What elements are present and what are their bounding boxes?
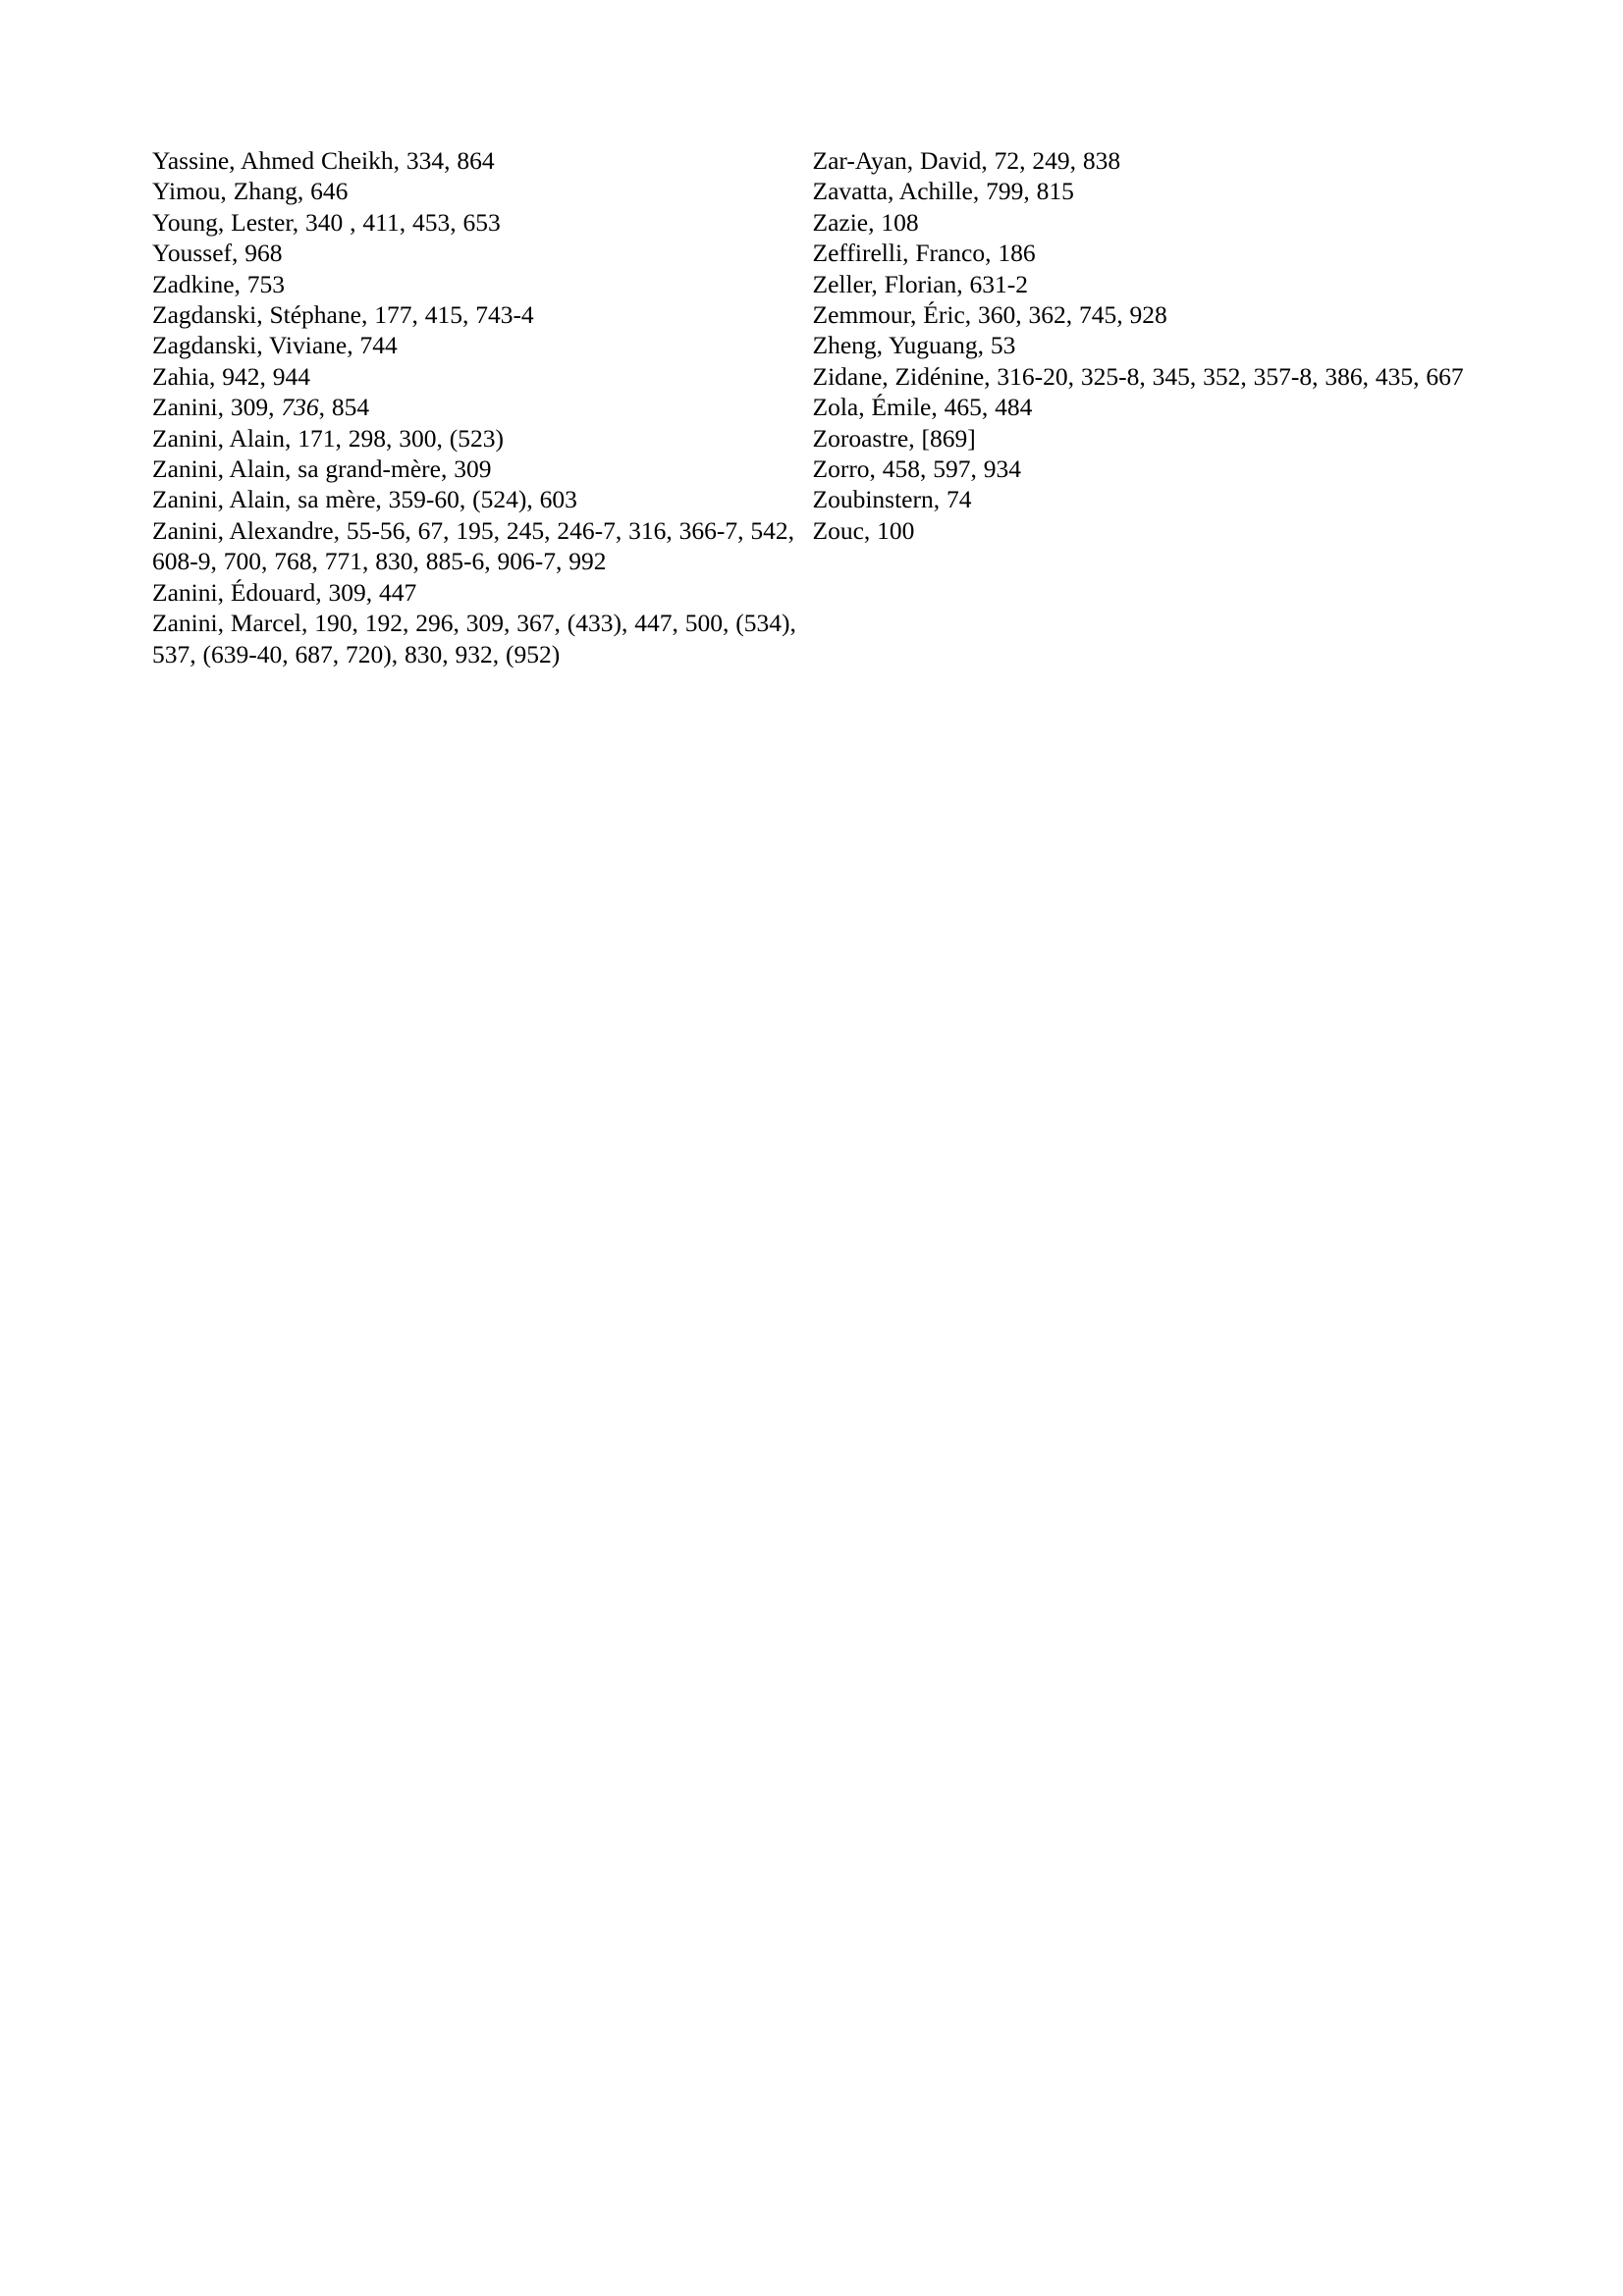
index-entry: Zanini, Alain, sa mère, 359-60, (524), 603 — [152, 485, 577, 514]
index-entry: Yassine, Ahmed Cheikh, 334, 864 — [152, 146, 495, 175]
index-entry: Zeffirelli, Franco, 186 — [812, 239, 1036, 268]
index-content — [152, 145, 1473, 669]
index-entry: Zadkine, 753 — [152, 269, 286, 298]
index-entry: Zeller, Florian, 631-2 — [812, 269, 1029, 298]
index-entry: Zola, Émile, 465, 484 — [812, 393, 1033, 422]
index-columns — [152, 145, 1473, 669]
index-entry: Youssef, 968 — [152, 239, 283, 268]
index-entry: Zahia, 942, 944 — [152, 361, 311, 391]
index-entry: Zanini, Marcel, 190, 192, 296, 309, 367, (433), 447, 500, (534), 537, (639-40, 687, 720), 830, 932, (952) — [152, 609, 796, 668]
index-entry: Zorro, 458, 597, 934 — [812, 454, 1022, 484]
index-entry: Zouc, 100 — [812, 515, 915, 545]
index-column-right — [813, 145, 1474, 546]
index-entry: Zoubinstern, 74 — [812, 485, 972, 514]
index-entry: Zanini, Alexandre, 55-56, 67, 195, 245, 246-7, 316, 366-7, 542, 608-9, 700, 768, 771, 830, 885-6, 906-7, 992 — [152, 515, 794, 576]
index-entry: Zidane, Zidénine, 316-20, 325-8, 345, 352, 357-8, 386, 435, 667 — [812, 361, 1464, 391]
index-entry: Zheng, Yuguang, 53 — [812, 331, 1016, 360]
index-column-left — [152, 145, 813, 669]
index-entry: Zemmour, Éric, 360, 362, 745, 928 — [812, 300, 1167, 330]
index-entry: Young, Lester, 340 , 411, 453, 653 — [152, 207, 501, 237]
index-entry: Zanini, Alain, 171, 298, 300, (523) — [152, 423, 505, 453]
index-entry: Zanini, Alain, sa grand-mère, 309 — [152, 454, 492, 484]
index-entry: Zoroastre, [869] — [812, 423, 976, 453]
index-entry: Zanini, 309, 736, 854 — [152, 393, 370, 422]
index-entry: Yimou, Zhang, 646 — [152, 177, 349, 206]
index-entry: Zazie, 108 — [812, 207, 919, 237]
index-entry: Zanini, Édouard, 309, 447 — [152, 577, 417, 607]
index-entry: Zavatta, Achille, 799, 815 — [812, 177, 1074, 206]
index-entry: Zagdanski, Viviane, 744 — [152, 331, 398, 360]
index-entry: Zagdanski, Stéphane, 177, 415, 743-4 — [152, 300, 534, 330]
index-entry: Zar-Ayan, David, 72, 249, 838 — [812, 146, 1121, 175]
